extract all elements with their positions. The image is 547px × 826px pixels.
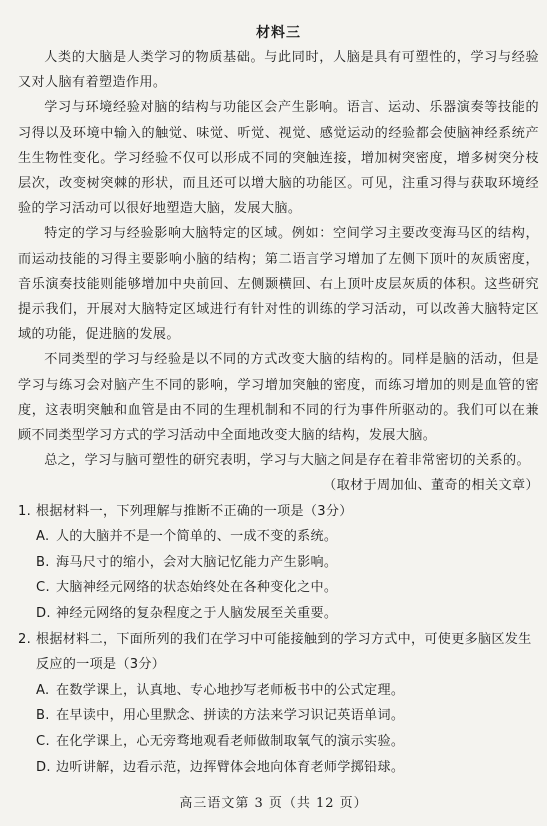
- material-paragraph-2: 学习与环境经验对脑的结构与功能区会产生影响。语言、运动、乐器演奏等技能的习得以及环境中输入的触觉、味觉、听觉、视觉、感觉运动的经验都会使脑神经系统产生生物性变化。学习经验不仅可以形成不同的突触连接，增加树突密度，增多树突分枝层次，改变树突棘的形状，而且还可以增大脑的功能区。可见，注重习得与获取环境经验的学习活动可以很好地塑造大脑，发展大脑。: [18, 100, 539, 217]
- exam-page: [18, 22, 539, 780]
- material-source: （取材于周加仙、董奇的相关文章）: [323, 478, 539, 494]
- option-letter: C.: [36, 734, 50, 749]
- question-option: [18, 550, 539, 576]
- option-letter: C.: [36, 580, 50, 596]
- question-option: [18, 755, 539, 781]
- question-option: [18, 575, 539, 601]
- question-option: [18, 524, 539, 550]
- material-paragraph-3: 特定的学习与经验影响大脑特定的区域。例如：空间学习主要改变海马区的结构，而运动技能的习得主要影响小脑的结构；第二语言学习增加了左侧下顶叶的灰质密度，音乐演奏技能则能够增加中央前回、左侧颞横回、右上顶叶皮层灰质的体积。这些研究提示我们，开展对大脑特定区域进行有针对性的训练的学习活动，可以改善大脑特定区域的功能，促进脑的发展。: [18, 226, 539, 343]
- question-option: [18, 601, 539, 627]
- material-paragraph-4: 不同类型的学习与经验是以不同的方式改变大脑的结构的。同样是脑的活动，但是学习与练习会对脑产生不同的影响，学习增加突触的密度，而练习增加的则是血管的密度，这表明突触和血管是由不同的生理机制和不同的行为事件所驱动的。我们可以在兼顾不同类型学习方式的学习活动中全面地改变大脑的结构，发展大脑。: [18, 352, 539, 444]
- option-text: 人的大脑并不是一个简单的、一成不变的系统。: [56, 529, 338, 545]
- option-text: 海马尺寸的缩小，会对大脑记忆能力产生影响。: [56, 554, 338, 570]
- option-text: 大脑神经元网络的状态始终处在各种变化之中。: [56, 580, 338, 596]
- question-stem: [18, 627, 539, 653]
- option-text: 在早读中，用心里默念、拼读的方法来学习识记英语单词。: [56, 708, 405, 724]
- option-letter: A.: [36, 682, 50, 698]
- option-letter: D.: [36, 759, 51, 775]
- page-footer: 高三语文第 3 页（共 12 页）: [179, 796, 368, 811]
- question-1: [18, 499, 539, 627]
- option-text: 边听讲解，边看示范，边挥臂体会地向体育老师学掷铅球。: [56, 759, 405, 775]
- question-option: [18, 678, 539, 704]
- option-letter: B.: [36, 554, 50, 570]
- material-paragraph-1: 人类的大脑是人类学习的物质基础。与此同时，人脑是具有可塑性的，学习与经验又对人脑有着塑造作用。: [18, 50, 539, 91]
- question-option: [18, 729, 539, 755]
- option-letter: D.: [36, 606, 51, 622]
- question-text: 根据材料二，下面所列的我们在学习中可能接触到的学习方式中，可使更多脑区发生: [36, 631, 532, 647]
- material-title: 材料三: [256, 25, 301, 41]
- option-letter: B.: [36, 708, 50, 724]
- question-number: 2.: [18, 631, 32, 647]
- material-paragraph-5: 总之，学习与脑可塑性的研究表明，学习与大脑之间是存在着非常密切的关系的。: [44, 453, 530, 469]
- question-number: 1.: [18, 503, 32, 519]
- question-option: [18, 703, 539, 729]
- option-text: 在化学课上，心无旁骛地观看老师做制取氧气的演示实验。: [56, 734, 405, 749]
- question-2: [18, 627, 539, 781]
- option-text: 在数学课上，认真地、专心地抄写老师板书中的公式定理。: [56, 682, 405, 698]
- question-stem: [18, 499, 539, 525]
- option-text: 神经元网络的复杂程度之于人脑发展至关重要。: [56, 606, 338, 622]
- question-text: 根据材料一，下列理解与推断不正确的一项是（3分）: [36, 503, 353, 519]
- question-stem-continued: 反应的一项是（3分）: [36, 657, 166, 673]
- option-letter: A.: [36, 529, 50, 545]
